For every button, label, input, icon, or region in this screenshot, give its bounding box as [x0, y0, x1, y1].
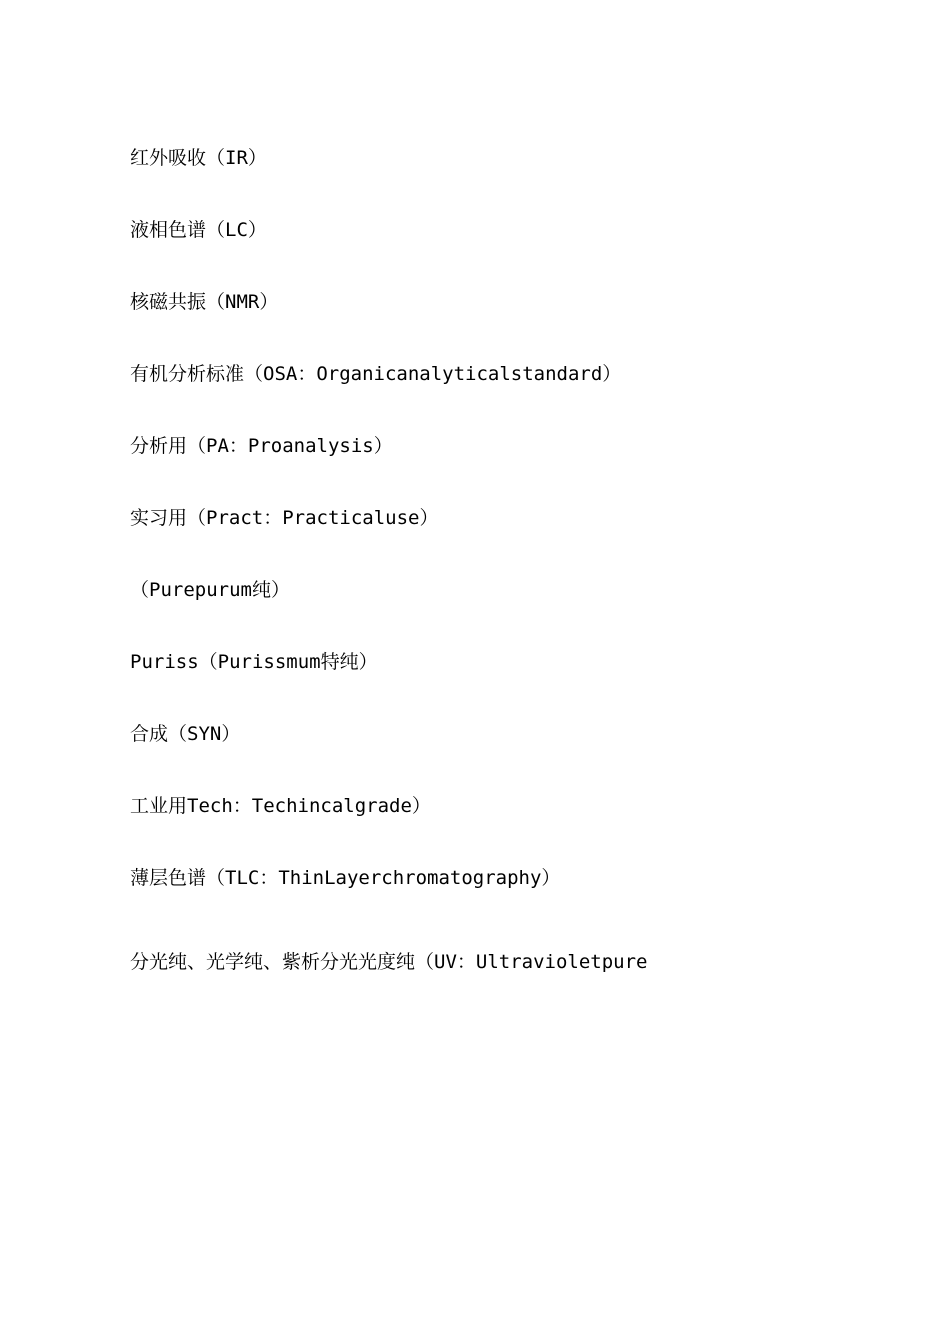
text-line: 工业用Tech：Techincalgrade） — [130, 795, 431, 817]
text-line: 合成（SYN） — [130, 723, 241, 745]
text-line: 实习用（Pract：Practicaluse） — [130, 507, 439, 529]
text-line: 核磁共振（NMR） — [130, 291, 279, 313]
text-line: 红外吸收（IR） — [130, 147, 267, 169]
text-line: （Purepurum纯） — [130, 579, 290, 601]
text-line: 薄层色谱（TLC：ThinLayerchromatography） — [130, 867, 561, 889]
text-line: Puriss（Purissmum特纯） — [130, 651, 378, 673]
text-line: 分析用（PA：Proanalysis） — [130, 435, 393, 457]
text-line: 分光纯、光学纯、紫析分光光度纯（UV：Ultravioletpure — [130, 951, 648, 973]
text-line: 液相色谱（LC） — [130, 219, 267, 241]
text-line: 有机分析标准（OSA：Organicanalyticalstandard） — [130, 363, 622, 385]
